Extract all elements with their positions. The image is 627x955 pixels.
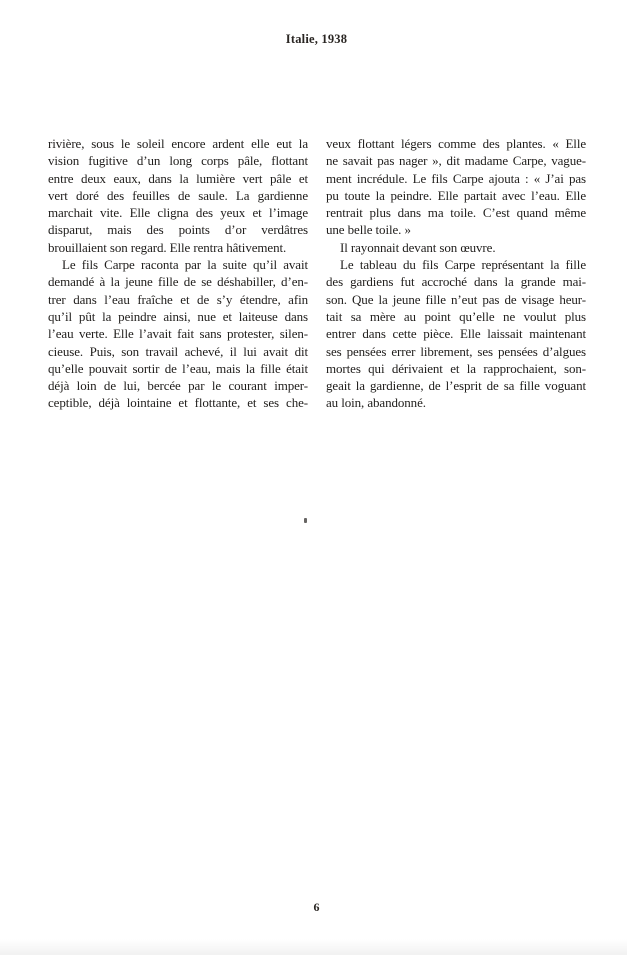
text-line: tait sa mère au point qu’elle ne voulut plus bbox=[326, 308, 586, 324]
text-line: l’eau verte. Elle l’avait fait sans protester, silen- bbox=[48, 326, 308, 342]
text-line: trer dans l’eau fraîche et de s’y étendre, afin bbox=[48, 291, 308, 307]
text-line: ceptible, déjà lointaine et flottante, et ses che- bbox=[48, 395, 308, 411]
text-line: une belle toile. » bbox=[326, 222, 411, 238]
text-line: Le tableau du fils Carpe représentant la fille bbox=[340, 257, 586, 273]
ink-speck-artifact bbox=[304, 518, 307, 523]
text-line: vert doré des feuilles de saule. La gardienne bbox=[48, 187, 308, 203]
text-line: au loin, abandonné. bbox=[326, 395, 426, 411]
text-line: demandé à la jeune fille de se déshabiller, d’en- bbox=[48, 274, 308, 290]
text-line: pu toute la peindre. Elle partait avec l’eau. Elle bbox=[326, 187, 586, 203]
text-line: veux flottant légers comme des plantes. « Elle bbox=[326, 136, 586, 151]
text-line: disparut, mais des points d’or verdâtres bbox=[48, 222, 308, 238]
text-line: ment incrédule. Le fils Carpe ajouta : « J’ai pas bbox=[326, 170, 586, 186]
text-line: déjà loin de lui, bercée par le courant imper- bbox=[48, 378, 308, 394]
text-line: cieuse. Puis, son travail achevé, il lui avait dit bbox=[48, 343, 308, 359]
text-line: marchait vite. Elle cligna des yeux et l’image bbox=[48, 205, 308, 221]
text-line: son. Que la jeune fille n’eut pas de visage heur- bbox=[326, 291, 586, 307]
page-edge-shadow bbox=[0, 939, 627, 955]
text-line: ne savait pas nager », dit madame Carpe, vague- bbox=[326, 153, 586, 169]
text-line: Le fils Carpe raconta par la suite qu’il avait bbox=[62, 257, 308, 273]
text-column-right bbox=[326, 135, 586, 412]
text-line: des gardiens fut accroché dans la grande mai- bbox=[326, 274, 586, 290]
page-number: 6 bbox=[313, 900, 320, 914]
text-line: vision fugitive d’un long corps pâle, flottant bbox=[48, 153, 308, 169]
text-line: entre deux eaux, dans la lumière vert pâle et bbox=[48, 170, 308, 186]
text-column-left bbox=[48, 135, 308, 412]
text-block bbox=[48, 135, 585, 412]
text-line: mortes qui dérivaient et la rapprochaient, son- bbox=[326, 360, 586, 376]
text-line: ses pensées errer librement, ses pensées d’algues bbox=[326, 343, 586, 359]
text-line: rivière, sous le soleil encore ardent elle eut la bbox=[48, 136, 308, 151]
text-line: geait la gardienne, de l’esprit de sa fille voguant bbox=[326, 378, 586, 394]
text-line: entrer dans cette pièce. Elle laissait maintenant bbox=[326, 326, 586, 342]
text-line: qu’elle pouvait sortir de l’eau, mais la fille était bbox=[48, 360, 308, 376]
text-line: qu’il pût la peindre ainsi, nue et laiteuse dans bbox=[48, 308, 308, 324]
text-line: Il rayonnait devant son œuvre. bbox=[340, 239, 496, 255]
text-line: rentrait plus dans ma toile. C’est quand même bbox=[326, 205, 586, 221]
running-header: Italie, 1938 bbox=[285, 32, 348, 46]
text-line: brouillaient son regard. Elle rentra hâtivement. bbox=[48, 239, 287, 255]
